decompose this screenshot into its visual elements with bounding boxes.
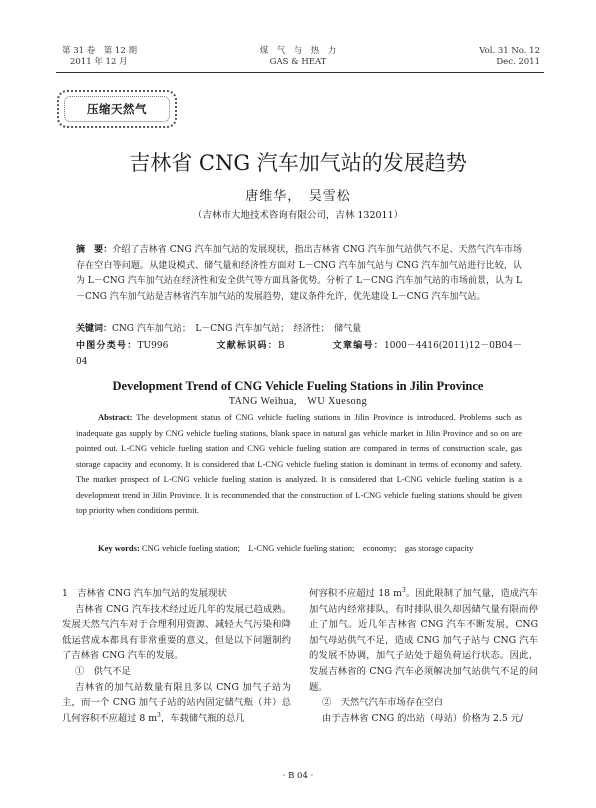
text-segment: 何容积不应超过 18 m <box>309 588 402 599</box>
article-value: 1000－4416(2011)12－0B04－04 <box>76 341 522 367</box>
header-journal-en: GAS & HEAT <box>269 57 327 67</box>
keywords-zh-label: 关键词： <box>76 324 113 334</box>
clc-code <box>76 341 190 351</box>
body-right-column <box>309 586 538 726</box>
keywords-en-text: CNG vehicle fueling station; L-CNG vehicle fueling station; economy; gas storage capacity <box>141 543 474 553</box>
clc-label: 中图分类号： <box>76 341 138 351</box>
abstract-en-label: Abstract: <box>98 412 133 422</box>
authors-zh: 唐维华， 吴雪松 <box>245 189 351 204</box>
classification-line <box>76 339 522 370</box>
header-date-en: Dec. 2011 <box>496 57 540 67</box>
document-code <box>216 341 306 351</box>
keywords-zh-text: CNG 汽车加气站； L－CNG 汽车加气站； 经济性； 储气量 <box>112 324 362 334</box>
header-divider <box>56 72 544 73</box>
header-date-zh: 2011 年 12 月 <box>70 57 128 67</box>
doc-label: 文献标识码： <box>216 341 278 351</box>
keywords-en <box>76 541 522 557</box>
superscript: 3 <box>401 586 406 594</box>
body-paragraph-2 <box>62 680 291 727</box>
body-left-column <box>62 586 291 726</box>
abstract-zh-label: 摘 要： <box>76 245 113 255</box>
text-segment: 。因此限制了加气量，造成汽车加气站内经常排队，有时排队很久却因储气量有限而停止了加气。近几年吉林省 CNG 汽车不断发展，CNG 加气母站供气不足，造成 CNG 加气子站与 CNG 汽车的发展不协调，加气子站处于超负荷运行状态。因此，发展吉林省的 CNG 汽车必须解决加气站供气不足的问题。 <box>309 588 538 693</box>
body-paragraph: 吉林省 CNG 汽车技术经过近几年的发展已趋成熟。发展天然气汽车对于合理利用资源、减轻大气污染和降低运营成本都具有非常重要的意义，但是以下问题制约了吉林省 CNG 汽车的发展。 <box>62 603 291 662</box>
abstract-zh <box>76 243 522 305</box>
article-label: 文章编号： <box>332 341 384 351</box>
header-volume-zh: 第 31 卷 第 12 期 <box>62 46 137 56</box>
body-paragraph-4: 由于吉林省 CNG 的出站（母站）价格为 2.5 元/ <box>322 712 524 724</box>
header-journal-zh: 煤 气 与 热 力 <box>259 46 337 56</box>
keywords-zh <box>76 322 522 338</box>
text-segment: 吉林省的加气站数量有限且多以 CNG 加气子站为主，而一个 CNG 加气子站的站内固定储气瓶（井）总几何容积不应超过 8 m <box>62 681 291 724</box>
paper-title-zh: 吉林省 CNG 汽车加气站的发展趋势 <box>129 151 467 175</box>
subheading-market: ② 天然气汽车市场存在空白 <box>322 697 443 709</box>
keywords-en-label: Key words: <box>98 543 140 553</box>
abstract-en-text: The development status of CNG vehicle fueling stations in Jilin Province is introduced. Problems such as inadequate gas supply by CNG vehicle fueling stations, blank space in natural gas vehicle market in Jilin Province and so on are pointed out. L-CNG vehicle fueling station and CNG vehicle fueling station are compared in terms of construction scale, gas storage capacity and economy. It is considered that L-CNG vehicle fueling station is dominant in terms of economy and safety. The market prospect of L-CNG vehicle fueling station is analyzed. It is considered that L-CNG vehicle fueling station is a development trend in Jilin Province. It is recommended that the construction of L-CNG vehicle fueling stations should be given top priority when conditions permit. <box>76 412 522 515</box>
header-volume-en-text: Vol. 31 No. 12 <box>479 46 540 56</box>
abstract-zh-text: 介绍了吉林省 CNG 汽车加气站的发展现状，指出吉林省 CNG 汽车加气站供气不足、天然气汽车市场存在空白等问题。从建设模式、储气量和经济性方面对 L－CNG 汽车加气站与 CNG 汽车加气站进行比较，认为 L－CNG 汽车加气站在经济性和安全供气等方面具备优势。分析了 L－CNG 汽车加气站的市场前景，认为 L－CNG 汽车加气站是吉林省汽车加气站的发展趋势，建议条件允许，优先建设 L－CNG 汽车加气站。 <box>76 245 522 302</box>
doc-value: B <box>277 341 285 351</box>
body-paragraph-3 <box>309 586 538 695</box>
page-number: · B 04 · <box>282 771 314 781</box>
affiliation-zh: （吉林市大地技术咨询有限公司，吉林 132011） <box>192 210 404 221</box>
header-volume-en <box>479 46 540 68</box>
section-heading-1: 1 吉林省 CNG 汽车加气站的发展现状 <box>62 588 227 599</box>
subheading-supply: ① 供气不足 <box>75 665 131 677</box>
section-stamp <box>57 90 177 128</box>
text-segment: ，车载储气瓶的总几 <box>160 712 245 724</box>
paper-title-en: Development Trend of CNG Vehicle Fueling Stations in Jilin Province <box>112 379 484 393</box>
authors-en: TANG Weihua, WU Xuesong <box>228 396 368 407</box>
clc-value: TU996 <box>137 341 169 351</box>
abstract-en <box>76 410 522 519</box>
superscript: 3 <box>157 711 161 719</box>
section-stamp-label: 压缩天然气 <box>64 96 170 122</box>
